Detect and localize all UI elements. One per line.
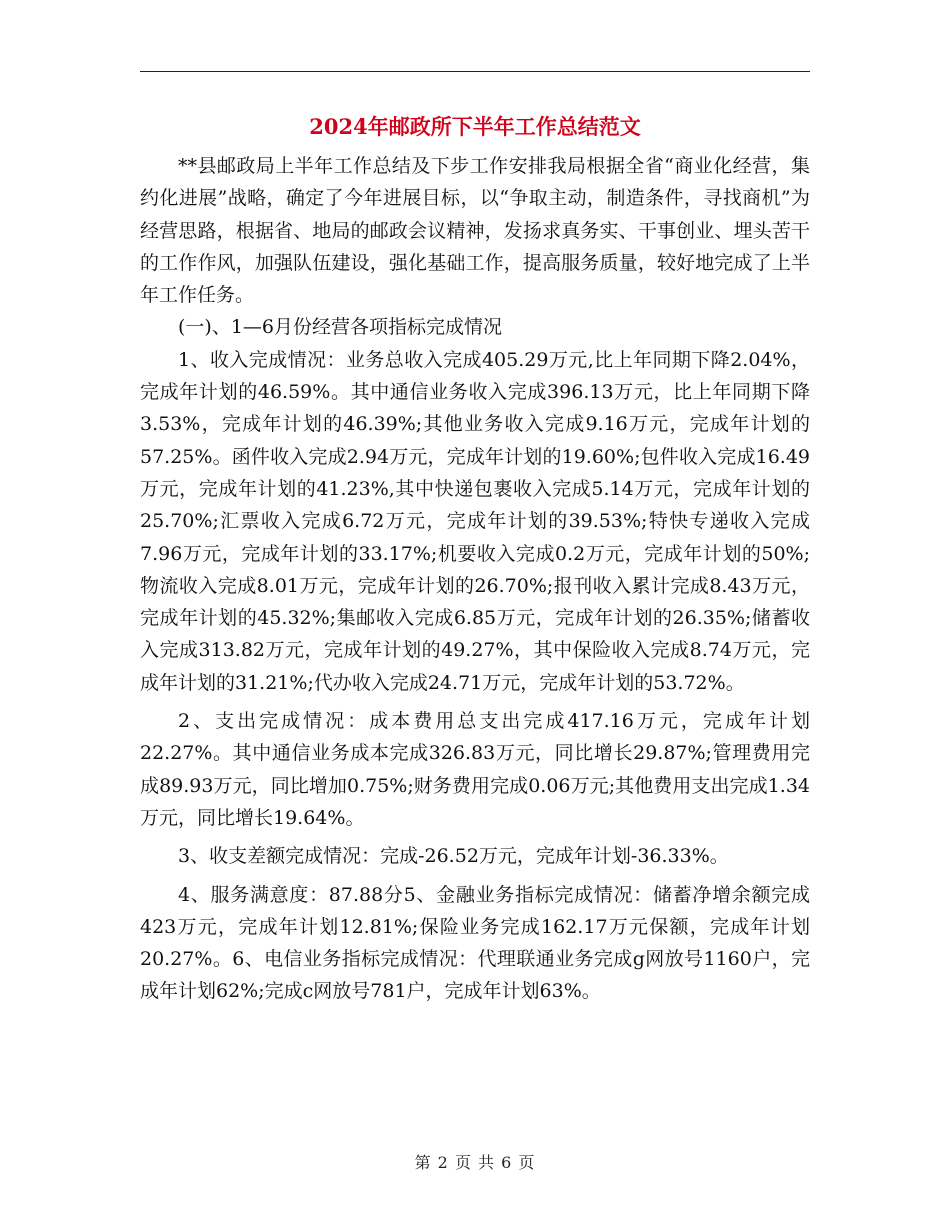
document-body — [140, 150, 810, 1008]
paragraph-income: 1、收入完成情况：业务总收入完成405.29万元,比上年同期下降2.04%，完成年计划的46.59%。其中通信业务收入完成396.13万元，比上年同期下降3.53%，完成年计划的46.39%;其他业务收入完成9.16万元，完成年计划的57.25%。函件收入完成2.94万元，完成年计划的19.60%;包件收入完成16.49万元，完成年计划的41.23%,其中快递包裹收入完成5.14万元，完成年计划的25.70%;汇票收入完成6.72万元，完成年计划的39.53%;特快专递收入完成7.96万元，完成年计划的33.17%;机要收入完成0.2万元，完成年计划的50%;物流收入完成8.01万元，完成年计划的26.70%;报刊收入累计完成8.43万元，完成年计划的45.32%;集邮收入完成6.85万元，完成年计划的26.35%;储蓄收入完成313.82万元，完成年计划的49.27%，其中保险收入完成8.74万元，完成年计划的31.21%;代办收入完成24.71万元，完成年计划的53.72%。 — [140, 348, 810, 694]
paragraph-section-heading: (一)、1—6月份经营各项指标完成情况 — [178, 316, 503, 339]
header-rule — [140, 71, 810, 72]
paragraph-service-finance-telecom: 4、服务满意度：87.88分5、金融业务指标完成情况：储蓄净增余额完成423万元，完成年计划12.81%;保险业务完成162.17万元保额，完成年计划20.27%。6、电信业务指标完成情况：代理联通业务完成g网放号1160户，完成年计划62%;完成c网放号781户，完成年计划63%。 — [140, 883, 810, 1003]
page-number: 第 2 页 共 6 页 — [414, 1153, 536, 1172]
paragraph-intro: **县邮政局上半年工作总结及下步工作安排我局根据全省“商业化经营，集约化进展”战略，确定了今年进展目标，以“争取主动，制造条件，寻找商机”为经营思路，根据省、地局的邮政会议精神，发扬求真务实、干事创业、埋头苦干的工作作风，加强队伍建设，强化基础工作，提高服务质量，较好地完成了上半年工作任务。 — [140, 155, 810, 307]
paragraph-expense: 2、支出完成情况：成本费用总支出完成417.16万元，完成年计划22.27%。其中通信业务成本完成326.83万元，同比增长29.87%;管理费用完成89.93万元，同比增加0.75%;财务费用完成0.06万元;其他费用支出完成1.34万元，同比增长19.64%。 — [140, 710, 810, 829]
paragraph-balance: 3、收支差额完成情况：完成-26.52万元，完成年计划-36.33%。 — [178, 845, 729, 868]
document-title: 2024年邮政所下半年工作总结范文 — [309, 114, 641, 139]
